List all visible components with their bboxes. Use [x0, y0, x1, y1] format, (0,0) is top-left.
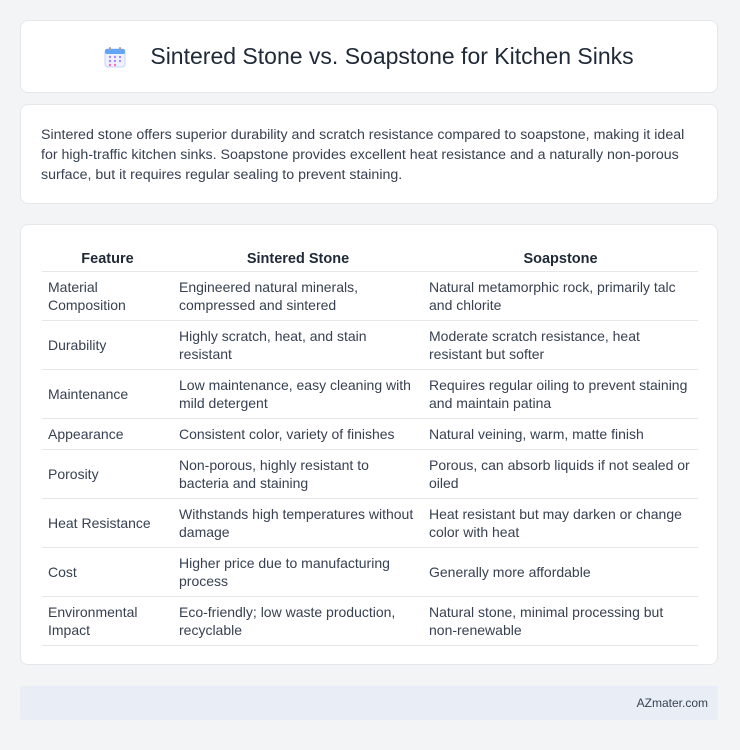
table-header-row [42, 247, 698, 272]
footer-brand: AZmater.com [636, 696, 708, 710]
soapstone-cell: Moderate scratch resistance, heat resistant but softer [423, 321, 698, 370]
sintered-cell: Engineered natural minerals, compressed and sintered [173, 272, 423, 321]
soapstone-cell: Heat resistant but may darken or change color with heat [423, 499, 698, 548]
sintered-cell: Eco-friendly; low waste production, recyclable [173, 597, 423, 646]
soapstone-cell: Requires regular oiling to prevent staining and maintain patina [423, 370, 698, 419]
feature-cell: Porosity [42, 450, 173, 499]
table-row [42, 419, 698, 450]
table-row [42, 450, 698, 499]
header-soapstone: Soapstone [423, 247, 698, 272]
summary-card [20, 104, 718, 204]
header-sintered-stone: Sintered Stone [173, 247, 423, 272]
summary-text: Sintered stone offers superior durability and scratch resistance compared to soapstone, making it ideal for high-traffic kitchen sinks. Soapstone provides excellent heat resistance and a naturally non-porous surface, but it requires regular sealing to prevent staining. [41, 127, 685, 183]
feature-cell: Heat Resistance [42, 499, 173, 548]
footer [20, 686, 718, 720]
table-row [42, 499, 698, 548]
sintered-cell: Highly scratch, heat, and stain resistant [173, 321, 423, 370]
table-row [42, 272, 698, 321]
soapstone-cell: Natural veining, warm, matte finish [423, 419, 698, 450]
feature-cell: Appearance [42, 419, 173, 450]
comparison-table-card [20, 224, 718, 665]
sintered-cell: Non-porous, highly resistant to bacteria and staining [173, 450, 423, 499]
feature-cell: Material Composition [42, 272, 173, 321]
page-title: Sintered Stone vs. Soapstone for Kitchen Sinks [150, 43, 634, 69]
comparison-table [42, 247, 698, 646]
soapstone-cell: Generally more affordable [423, 548, 698, 597]
soapstone-cell: Porous, can absorb liquids if not sealed or oiled [423, 450, 698, 499]
table-row [42, 548, 698, 597]
title-card [20, 20, 718, 93]
feature-cell: Environmental Impact [42, 597, 173, 646]
table-row [42, 597, 698, 646]
soapstone-cell: Natural metamorphic rock, primarily talc and chlorite [423, 272, 698, 321]
feature-cell: Cost [42, 548, 173, 597]
feature-cell: Durability [42, 321, 173, 370]
calendar-icon [104, 46, 126, 68]
table-row [42, 321, 698, 370]
header-feature: Feature [42, 247, 173, 272]
sintered-cell: Consistent color, variety of finishes [173, 419, 423, 450]
table-row [42, 370, 698, 419]
feature-cell: Maintenance [42, 370, 173, 419]
sintered-cell: Withstands high temperatures without damage [173, 499, 423, 548]
sintered-cell: Low maintenance, easy cleaning with mild detergent [173, 370, 423, 419]
soapstone-cell: Natural stone, minimal processing but non-renewable [423, 597, 698, 646]
sintered-cell: Higher price due to manufacturing process [173, 548, 423, 597]
